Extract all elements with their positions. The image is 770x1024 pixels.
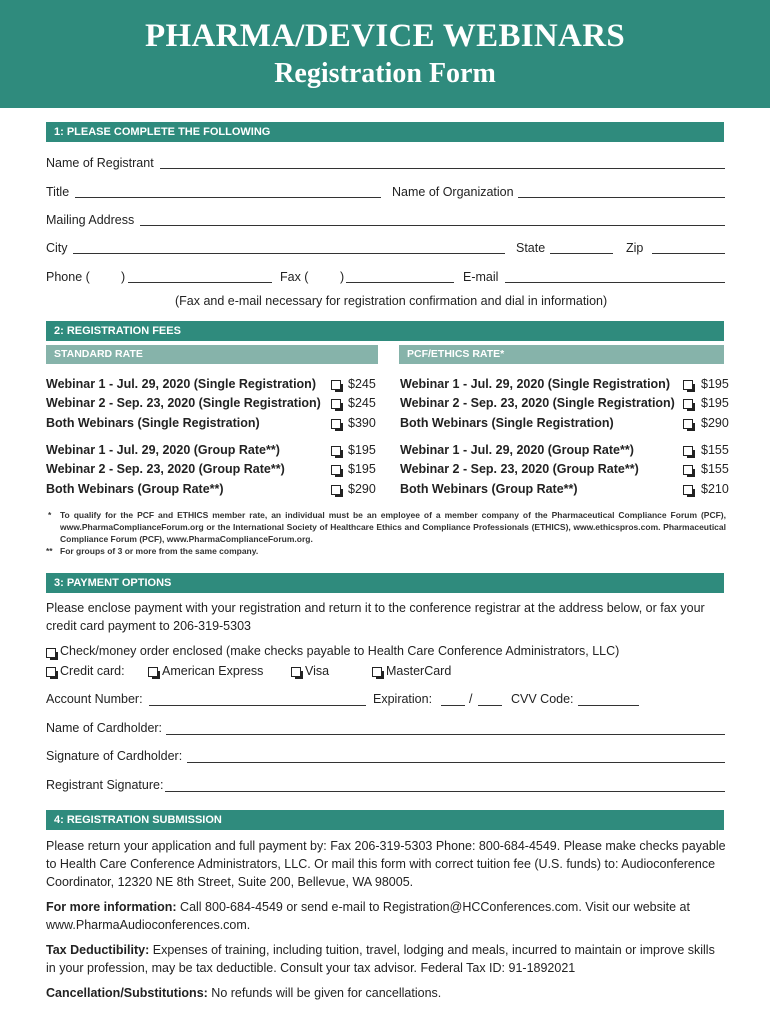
checkbox-icon[interactable] [683, 399, 693, 409]
phone-label: Phone ( [46, 270, 90, 284]
standard-fee-price: $290 [348, 482, 376, 496]
more-info-heading: For more information: [46, 900, 177, 914]
pcf-rate-header: PCF/ETHICS RATE* [399, 345, 724, 364]
expiration-slash: / [469, 692, 473, 706]
fax-field[interactable] [346, 282, 454, 283]
pcf-fee-price: $290 [701, 416, 729, 430]
check-option-label: Check/money order enclosed (make checks payable to Health Care Conference Administrators, LLC) [60, 644, 620, 658]
section-1-header: 1: PLEASE COMPLETE THE FOLLOWING [46, 122, 724, 142]
section-2-header: 2: REGISTRATION FEES [46, 321, 724, 341]
cardholder-signature-field[interactable] [187, 762, 725, 763]
city-label: City [46, 241, 68, 255]
pcf-fee-label: Webinar 2 - Sep. 23, 2020 (Single Registration) [400, 396, 675, 410]
page-title: PHARMA/DEVICE WEBINARS [145, 18, 625, 54]
fax-label: Fax ( [280, 270, 309, 284]
expiration-month-field[interactable] [441, 705, 465, 706]
cvv-label: CVV Code: [511, 692, 574, 706]
account-number-label: Account Number: [46, 692, 143, 706]
pcf-fee-price: $155 [701, 443, 729, 457]
submission-text: Please return your application and full payment by: Fax 206-319-5303 Phone: 800-684-4549. Please make checks payable to Health Care Conference Administrators, LLC. Or mail this form with correct tuition fee (U.S. funds) to: Audioconference Coordinator, 12320 NE 8th Street, Suite 200, Bellevue, WA 98005. [46, 839, 726, 889]
registrant-signature-field[interactable] [165, 791, 725, 792]
section-4-header: 4: REGISTRATION SUBMISSION [46, 810, 724, 830]
pcf-fee-price: $155 [701, 462, 729, 476]
credit-card-label: Credit card: [60, 664, 125, 678]
cardholder-label: Name of Cardholder: [46, 721, 163, 735]
mastercard-label: MasterCard [386, 664, 452, 678]
title-label: Title [46, 185, 70, 199]
standard-fee-price: $245 [348, 377, 376, 391]
checkbox-icon[interactable] [46, 648, 56, 658]
footnote-mark: * [48, 510, 52, 520]
zip-label: Zip [626, 241, 644, 255]
footnote-group: For groups of 3 or more from the same company. [60, 546, 259, 556]
checkbox-icon[interactable] [331, 465, 341, 475]
address-label: Mailing Address [46, 213, 135, 227]
tax-text: Expenses of training, including tuition, travel, lodging and meals, incurred to maintain or improve skills in your profession, may be tax deductible. Consult your tax advisor. Federal Tax ID: 91-1892021 [46, 943, 715, 975]
email-field[interactable] [505, 282, 725, 283]
pcf-fee-label: Webinar 2 - Sep. 23, 2020 (Group Rate**) [400, 462, 639, 476]
page-header [0, 0, 770, 108]
checkbox-icon[interactable] [683, 485, 693, 495]
cardholder-field[interactable] [166, 734, 725, 735]
payment-intro: Please enclose payment with your registration and return it to the conference registrar at the address below, or fax your credit card payment to 206-319-5303 [46, 601, 705, 633]
account-number-field[interactable] [149, 705, 366, 706]
checkbox-icon[interactable] [46, 667, 56, 677]
checkbox-icon[interactable] [683, 465, 693, 475]
checkbox-icon[interactable] [683, 380, 693, 390]
title-field[interactable] [75, 197, 381, 198]
state-field[interactable] [550, 253, 613, 254]
pcf-fee-label: Both Webinars (Group Rate**) [400, 482, 578, 496]
pcf-fee-price: $195 [701, 396, 729, 410]
city-field[interactable] [73, 253, 505, 254]
address-field[interactable] [140, 225, 725, 226]
checkbox-icon[interactable] [683, 446, 693, 456]
checkbox-icon[interactable] [291, 667, 301, 677]
email-label: E-mail [463, 270, 499, 284]
standard-fee-label: Webinar 2 - Sep. 23, 2020 (Group Rate**) [46, 462, 285, 476]
checkbox-icon[interactable] [331, 380, 341, 390]
name-label: Name of Registrant [46, 156, 154, 170]
section-3-header: 3: PAYMENT OPTIONS [46, 573, 724, 593]
checkbox-icon[interactable] [148, 667, 158, 677]
pcf-fee-price: $210 [701, 482, 729, 496]
registrant-signature-label: Registrant Signature: [46, 778, 164, 792]
state-label: State [516, 241, 546, 255]
tax-heading: Tax Deductibility: [46, 943, 150, 957]
checkbox-icon[interactable] [372, 667, 382, 677]
organization-label: Name of Organization [392, 185, 514, 199]
contact-note: (Fax and e-mail necessary for registration confirmation and dial in information) [175, 294, 608, 308]
pcf-fee-label: Webinar 1 - Jul. 29, 2020 (Single Registration) [400, 377, 670, 391]
name-field[interactable] [160, 168, 725, 169]
pcf-fee-label: Webinar 1 - Jul. 29, 2020 (Group Rate**) [400, 443, 634, 457]
more-info-paragraph [46, 898, 726, 934]
standard-fee-label: Webinar 1 - Jul. 29, 2020 (Single Registration) [46, 377, 316, 391]
cancellation-paragraph [46, 984, 726, 1002]
standard-fee-label: Both Webinars (Single Registration) [46, 416, 260, 430]
page-subtitle: Registration Form [274, 58, 496, 89]
standard-fee-price: $195 [348, 443, 376, 457]
checkbox-icon[interactable] [331, 446, 341, 456]
standard-fee-label: Webinar 2 - Sep. 23, 2020 (Single Registration) [46, 396, 321, 410]
expiration-label: Expiration: [373, 692, 433, 706]
standard-rate-header: STANDARD RATE [46, 345, 378, 364]
checkbox-icon[interactable] [683, 419, 693, 429]
standard-fee-price: $390 [348, 416, 376, 430]
cardholder-signature-label: Signature of Cardholder: [46, 749, 183, 763]
standard-fee-price: $245 [348, 396, 376, 410]
phone-field[interactable] [128, 282, 272, 283]
expiration-year-field[interactable] [478, 705, 502, 706]
cancellation-heading: Cancellation/Substitutions: [46, 986, 208, 1000]
organization-field[interactable] [518, 197, 725, 198]
more-info-text: Call 800-684-4549 or send e-mail to Registration@HCConferences.com. Visit our website at www.PharmaAudioconferences.com. [46, 900, 690, 932]
cvv-field[interactable] [578, 705, 639, 706]
visa-label: Visa [305, 664, 330, 678]
standard-fee-price: $195 [348, 462, 376, 476]
zip-field[interactable] [652, 253, 725, 254]
footnote-mark: ** [46, 546, 53, 556]
phone-paren: ) [121, 270, 126, 284]
checkbox-icon[interactable] [331, 399, 341, 409]
cancellation-text: No refunds will be given for cancellations. [207, 986, 442, 1000]
standard-fee-label: Webinar 1 - Jul. 29, 2020 (Group Rate**) [46, 443, 280, 457]
fax-paren: ) [340, 270, 345, 284]
standard-fee-label: Both Webinars (Group Rate**) [46, 482, 224, 496]
checkbox-icon[interactable] [331, 419, 341, 429]
checkbox-icon[interactable] [331, 485, 341, 495]
pcf-fee-price: $195 [701, 377, 729, 391]
pcf-fee-label: Both Webinars (Single Registration) [400, 416, 614, 430]
footnote-pcf: To qualify for the PCF and ETHICS member rate, an individual must be an employee of a member company of the Pharmaceutical Compliance Forum (PCF), www.PharmaComplianceForum.org or the International Society of Healthcare Ethics and Compliance Professionals (ETHICS), www.ethicspros.com. Pharmaceutical Compliance Forum (PCF), www.PharmaComplianceForum.org. [60, 510, 726, 544]
tax-paragraph [46, 941, 726, 977]
amex-label: American Express [162, 664, 264, 678]
